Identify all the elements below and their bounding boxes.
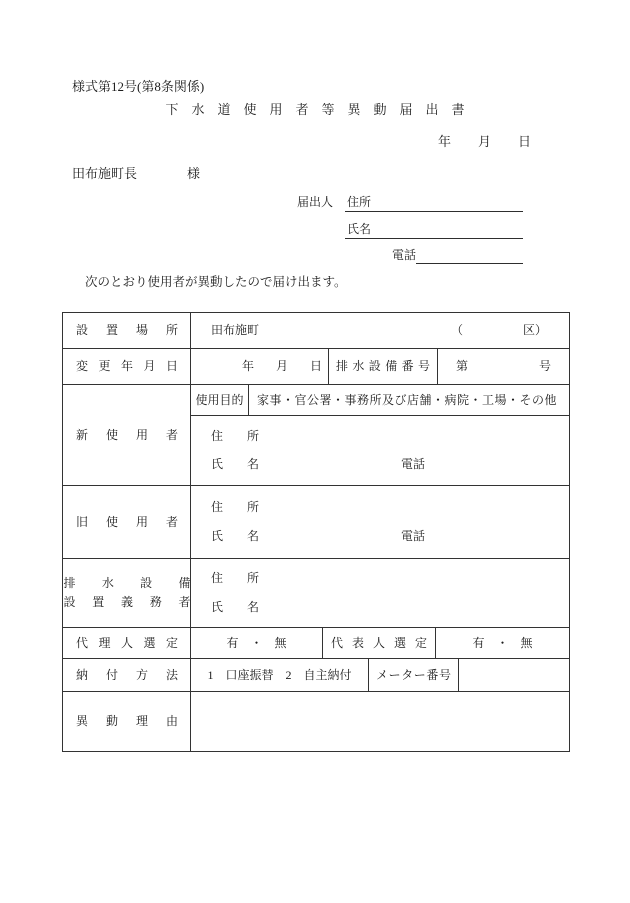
agent-options-cell — [191, 628, 323, 658]
new-user-purpose-row — [191, 385, 569, 416]
change-date-label: 変更年月日 — [76, 359, 178, 374]
old-user-address-line — [211, 499, 569, 516]
applicant-name-field — [345, 221, 523, 239]
payment-label: 納付方法 — [76, 667, 178, 682]
representative-options: 有 ・ 無 — [472, 635, 533, 650]
location-label-cell — [63, 313, 191, 348]
agent-options: 有 ・ 無 — [226, 635, 287, 650]
old-user-name-line — [211, 528, 569, 545]
row-old-user — [63, 486, 569, 559]
installer-name-line — [211, 599, 569, 616]
new-user-address-line — [211, 428, 569, 445]
installer-label-line2: 設置義務者 — [63, 595, 191, 609]
applicant-address-field — [345, 194, 523, 212]
new-user-detail-cell — [191, 385, 569, 485]
form-title: 下 水 道 使 用 者 等 異 動 届 出 書 — [165, 102, 465, 117]
installer-label-cell — [63, 559, 191, 627]
reason-label: 異動理由 — [76, 714, 178, 729]
header-date-month: 月 — [477, 134, 491, 149]
row-payment — [63, 659, 569, 692]
payment-options: 1 口座振替 2 自主納付 — [207, 667, 352, 682]
meter-label-cell — [369, 659, 459, 691]
location-label: 設置場所 — [76, 323, 178, 338]
purpose-label-cell — [191, 385, 249, 415]
agent-label-cell — [63, 628, 191, 658]
row-agent — [63, 628, 569, 659]
new-user-label: 新使用者 — [76, 427, 178, 442]
meter-label: メーター番号 — [376, 667, 451, 682]
drainage-number-label-cell — [329, 349, 438, 384]
meter-value-cell — [459, 659, 569, 691]
change-date-year: 年 — [241, 359, 254, 374]
drainage-number-value-cell — [438, 349, 569, 384]
old-user-label: 旧使用者 — [76, 514, 178, 529]
addressee-name: 田布施町長 — [72, 166, 138, 181]
payment-options-cell — [191, 659, 369, 691]
applicant-name-label: 氏名 — [347, 222, 372, 236]
purpose-options-cell — [249, 385, 569, 415]
header-date-day: 日 — [517, 134, 531, 149]
header-date-year: 年 — [438, 134, 452, 149]
addressee-line — [72, 165, 200, 183]
row-new-user — [63, 385, 569, 486]
installer-label-line1: 排水設備 — [63, 576, 191, 591]
drainage-number-suffix: 号 — [538, 359, 551, 374]
installer-detail-cell — [191, 559, 569, 627]
applicant-phone-field — [416, 246, 523, 264]
applicant-label: 届出人 — [297, 195, 334, 209]
purpose-options: 家事・官公署・事務所及び店舗・病院・工場・その他 — [257, 392, 558, 407]
representative-label: 代表人選定 — [331, 635, 427, 650]
location-district: （ 区） — [451, 323, 548, 338]
installer-address-label: 住 所 — [211, 571, 260, 586]
new-user-name-label: 氏 名 — [211, 457, 260, 472]
change-date-value-cell — [191, 349, 329, 384]
representative-label-cell — [323, 628, 436, 658]
change-date-month: 月 — [275, 359, 288, 374]
row-location — [63, 313, 569, 349]
old-user-label-cell — [63, 486, 191, 558]
old-user-detail-cell — [191, 486, 569, 558]
new-user-name-line — [211, 456, 569, 473]
old-user-address-label: 住 所 — [211, 499, 260, 514]
installer-name-label: 氏 名 — [211, 599, 260, 614]
location-value: 田布施町 — [211, 323, 260, 338]
old-user-phone-label: 電話 — [401, 529, 426, 544]
payment-label-cell — [63, 659, 191, 691]
purpose-label: 使用目的 — [195, 392, 244, 407]
header-date-line — [438, 133, 531, 151]
form-number: 様式第12号(第8条関係) — [72, 79, 205, 94]
reason-label-cell — [63, 692, 191, 751]
new-user-lines — [191, 416, 569, 485]
installer-address-line — [211, 570, 569, 587]
row-change-date — [63, 349, 569, 385]
row-installer — [63, 559, 569, 628]
agent-label: 代理人選定 — [76, 635, 178, 650]
applicant-address-label: 住所 — [347, 195, 372, 209]
declaration-text: 次のとおり使用者が異動したので届け出ます。 — [85, 275, 347, 289]
location-value-cell — [191, 313, 569, 348]
new-user-phone-label: 電話 — [401, 457, 426, 472]
row-reason — [63, 692, 569, 751]
addressee-honorific: 様 — [187, 166, 201, 181]
new-user-address-label: 住 所 — [211, 428, 260, 443]
form-table — [62, 312, 570, 752]
change-date-day: 日 — [309, 359, 322, 374]
drainage-number-prefix: 第 — [456, 359, 469, 374]
representative-options-cell — [436, 628, 569, 658]
applicant-phone-label: 電話 — [392, 248, 417, 262]
new-user-label-cell — [63, 385, 191, 485]
reason-value-cell — [191, 692, 569, 751]
drainage-number-label: 排水設備番号 — [336, 359, 430, 374]
old-user-name-label: 氏 名 — [211, 529, 260, 544]
change-date-label-cell — [63, 349, 191, 384]
